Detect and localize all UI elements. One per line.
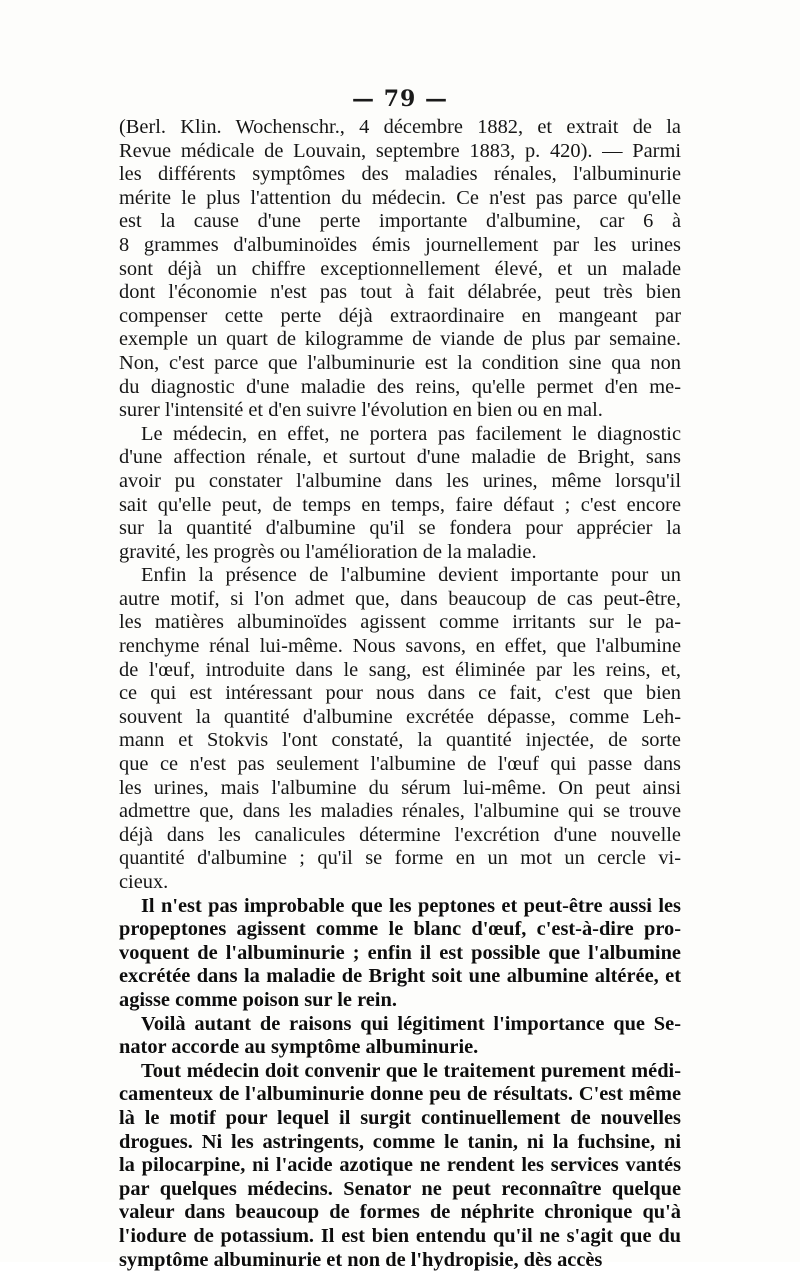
text-line: cieux. [119,871,681,895]
text-line: les urines, mais l'albumine du sérum lui-même. On peut ainsi [119,777,681,801]
text-line: là le motif pour lequel il surgit continuellement de nouvelles [119,1107,681,1131]
page-number: — 79 — [0,86,800,112]
text-line: déjà dans les canalicules détermine l'excrétion d'une nouvelle [119,824,681,848]
paragraph [119,116,681,423]
text-line: Voilà autant de raisons qui légitiment l'importance que Se- [119,1013,681,1037]
text-line: est la cause d'une perte importante d'albumine, car 6 à [119,210,681,234]
text-line: sur la quantité d'albumine qu'il se fondera pour apprécier la [119,517,681,541]
paragraph [119,423,681,565]
text-line: drogues. Ni les astringents, comme le tanin, ni la fuchsine, ni [119,1131,681,1155]
text-line: mérite le plus l'attention du médecin. Ce n'est pas parce qu'elle [119,187,681,211]
text-line: voquent de l'albuminurie ; enfin il est possible que l'albumine [119,942,681,966]
text-line: du diagnostic d'une maladie des reins, qu'elle permet d'en me- [119,376,681,400]
text-line: exemple un quart de kilogramme de viande de plus par semaine. [119,328,681,352]
text-line: que ce n'est pas seulement l'albumine de l'œuf qui passe dans [119,753,681,777]
text-line: d'une affection rénale, et surtout d'une maladie de Bright, sans [119,446,681,470]
text-line: l'iodure de potassium. Il est bien entendu qu'il ne s'agit que du [119,1225,681,1249]
text-line: Tout médecin doit convenir que le traitement purement médi- [119,1060,681,1084]
text-line: surer l'intensité et d'en suivre l'évolution en bien ou en mal. [119,399,681,423]
text-line: admettre que, dans les maladies rénales, l'albumine qui se trouve [119,800,681,824]
text-line: Non, c'est parce que l'albuminurie est la condition sine qua non [119,352,681,376]
text-line: dont l'économie n'est pas tout à fait délabrée, peut très bien [119,281,681,305]
paragraph [119,1013,681,1060]
text-line: propeptones agissent comme le blanc d'œuf, c'est-à-dire pro- [119,918,681,942]
text-line: nator accorde au symptôme albuminurie. [119,1036,681,1060]
body-text [119,116,681,1272]
text-line: gravité, les progrès ou l'amélioration de la maladie. [119,541,681,565]
text-line: valeur dans beaucoup de formes de néphrite chronique qu'à [119,1201,681,1225]
text-line: les différents symptômes des maladies rénales, l'albuminurie [119,163,681,187]
paragraph [119,895,681,1013]
text-line: avoir pu constater l'albumine dans les urines, même lorsqu'il [119,470,681,494]
text-line: Enfin la présence de l'albumine devient importante pour un [119,564,681,588]
text-line: ce qui est intéressant pour nous dans ce fait, c'est que bien [119,682,681,706]
text-line: symptôme albuminurie et non de l'hydropisie, dès accès [119,1249,681,1272]
text-line: agisse comme poison sur le rein. [119,989,681,1013]
text-line: excrétée dans la maladie de Bright soit une albumine altérée, et [119,965,681,989]
text-line: la pilocarpine, ni l'acide azotique ne rendent les services vantés [119,1154,681,1178]
paragraph [119,564,681,894]
text-line: compenser cette perte déjà extraordinaire en mangeant par [119,305,681,329]
text-line: renchyme rénal lui-même. Nous savons, en effet, que l'albumine [119,635,681,659]
text-line: sait qu'elle peut, de temps en temps, faire défaut ; c'est encore [119,494,681,518]
paragraph [119,1060,681,1272]
text-line: Revue médicale de Louvain, septembre 1883, p. 420). — Parmi [119,140,681,164]
text-line: Le médecin, en effet, ne portera pas facilement le diagnostic [119,423,681,447]
text-line: (Berl. Klin. Wochenschr., 4 décembre 1882, et extrait de la [119,116,681,140]
text-line: souvent la quantité d'albumine excrétée dépasse, comme Leh- [119,706,681,730]
text-line: les matières albuminoïdes agissent comme irritants sur le pa- [119,611,681,635]
text-line: quantité d'albumine ; qu'il se forme en un mot un cercle vi- [119,847,681,871]
text-line: 8 grammes d'albuminoïdes émis journellement par les urines [119,234,681,258]
text-line: mann et Stokvis l'ont constaté, la quantité injectée, de sorte [119,729,681,753]
text-line: par quelques médecins. Senator ne peut reconnaître quelque [119,1178,681,1202]
text-line: autre motif, si l'on admet que, dans beaucoup de cas peut-être, [119,588,681,612]
text-line: sont déjà un chiffre exceptionnellement élevé, et un malade [119,258,681,282]
text-line: camenteux de l'albuminurie donne peu de résultats. C'est même [119,1083,681,1107]
text-line: de l'œuf, introduite dans le sang, est éliminée par les reins, et, [119,659,681,683]
text-line: Il n'est pas improbable que les peptones et peut-être aussi les [119,895,681,919]
